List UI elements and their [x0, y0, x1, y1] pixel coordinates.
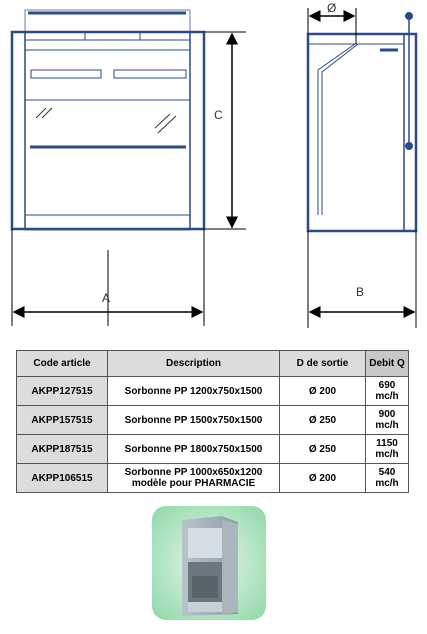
table-row: [17, 435, 409, 464]
label-a: A: [102, 291, 111, 305]
cell-outlet: Ø 250: [280, 435, 366, 464]
header-outlet: D de sortie: [280, 351, 366, 377]
dimension-c: [204, 32, 246, 229]
header-code: Code article: [17, 351, 108, 377]
spec-table: [16, 350, 409, 493]
table-row: [17, 406, 409, 435]
label-b: B: [356, 285, 365, 299]
cell-code: AKPP157515: [17, 406, 108, 435]
dimension-diameter: [308, 1, 356, 44]
cell-flow: 1150 mc/h: [366, 435, 409, 464]
cell-code: AKPP187515: [17, 435, 108, 464]
table-row: [17, 464, 409, 493]
cell-flow: 540 mc/h: [366, 464, 409, 493]
side-view: [308, 13, 416, 232]
label-diameter: Ø: [327, 1, 337, 15]
cell-flow: 900 mc/h: [366, 406, 409, 435]
cell-flow: 690 mc/h: [366, 377, 409, 406]
cell-outlet: Ø 250: [280, 406, 366, 435]
cell-description: Sorbonne PP 1000x650x1200 modèle pour PHARMACIE: [108, 464, 280, 493]
cell-description: Sorbonne PP 1800x750x1500: [108, 435, 280, 464]
cell-description: Sorbonne PP 1500x750x1500: [108, 406, 280, 435]
cell-outlet: Ø 200: [280, 464, 366, 493]
table-row: [17, 377, 409, 406]
label-c: C: [214, 108, 223, 122]
cell-description: Sorbonne PP 1200x750x1500: [108, 377, 280, 406]
cell-outlet: Ø 200: [280, 377, 366, 406]
dimension-a: [12, 229, 204, 326]
cell-code: AKPP127515: [17, 377, 108, 406]
dimension-b: [308, 231, 416, 328]
table-header-row: [17, 351, 409, 377]
product-photo: [152, 506, 266, 620]
header-flow: Debit Q: [366, 351, 409, 377]
header-description: Description: [108, 351, 280, 377]
front-view: [12, 10, 204, 230]
cell-code: AKPP106515: [17, 464, 108, 493]
